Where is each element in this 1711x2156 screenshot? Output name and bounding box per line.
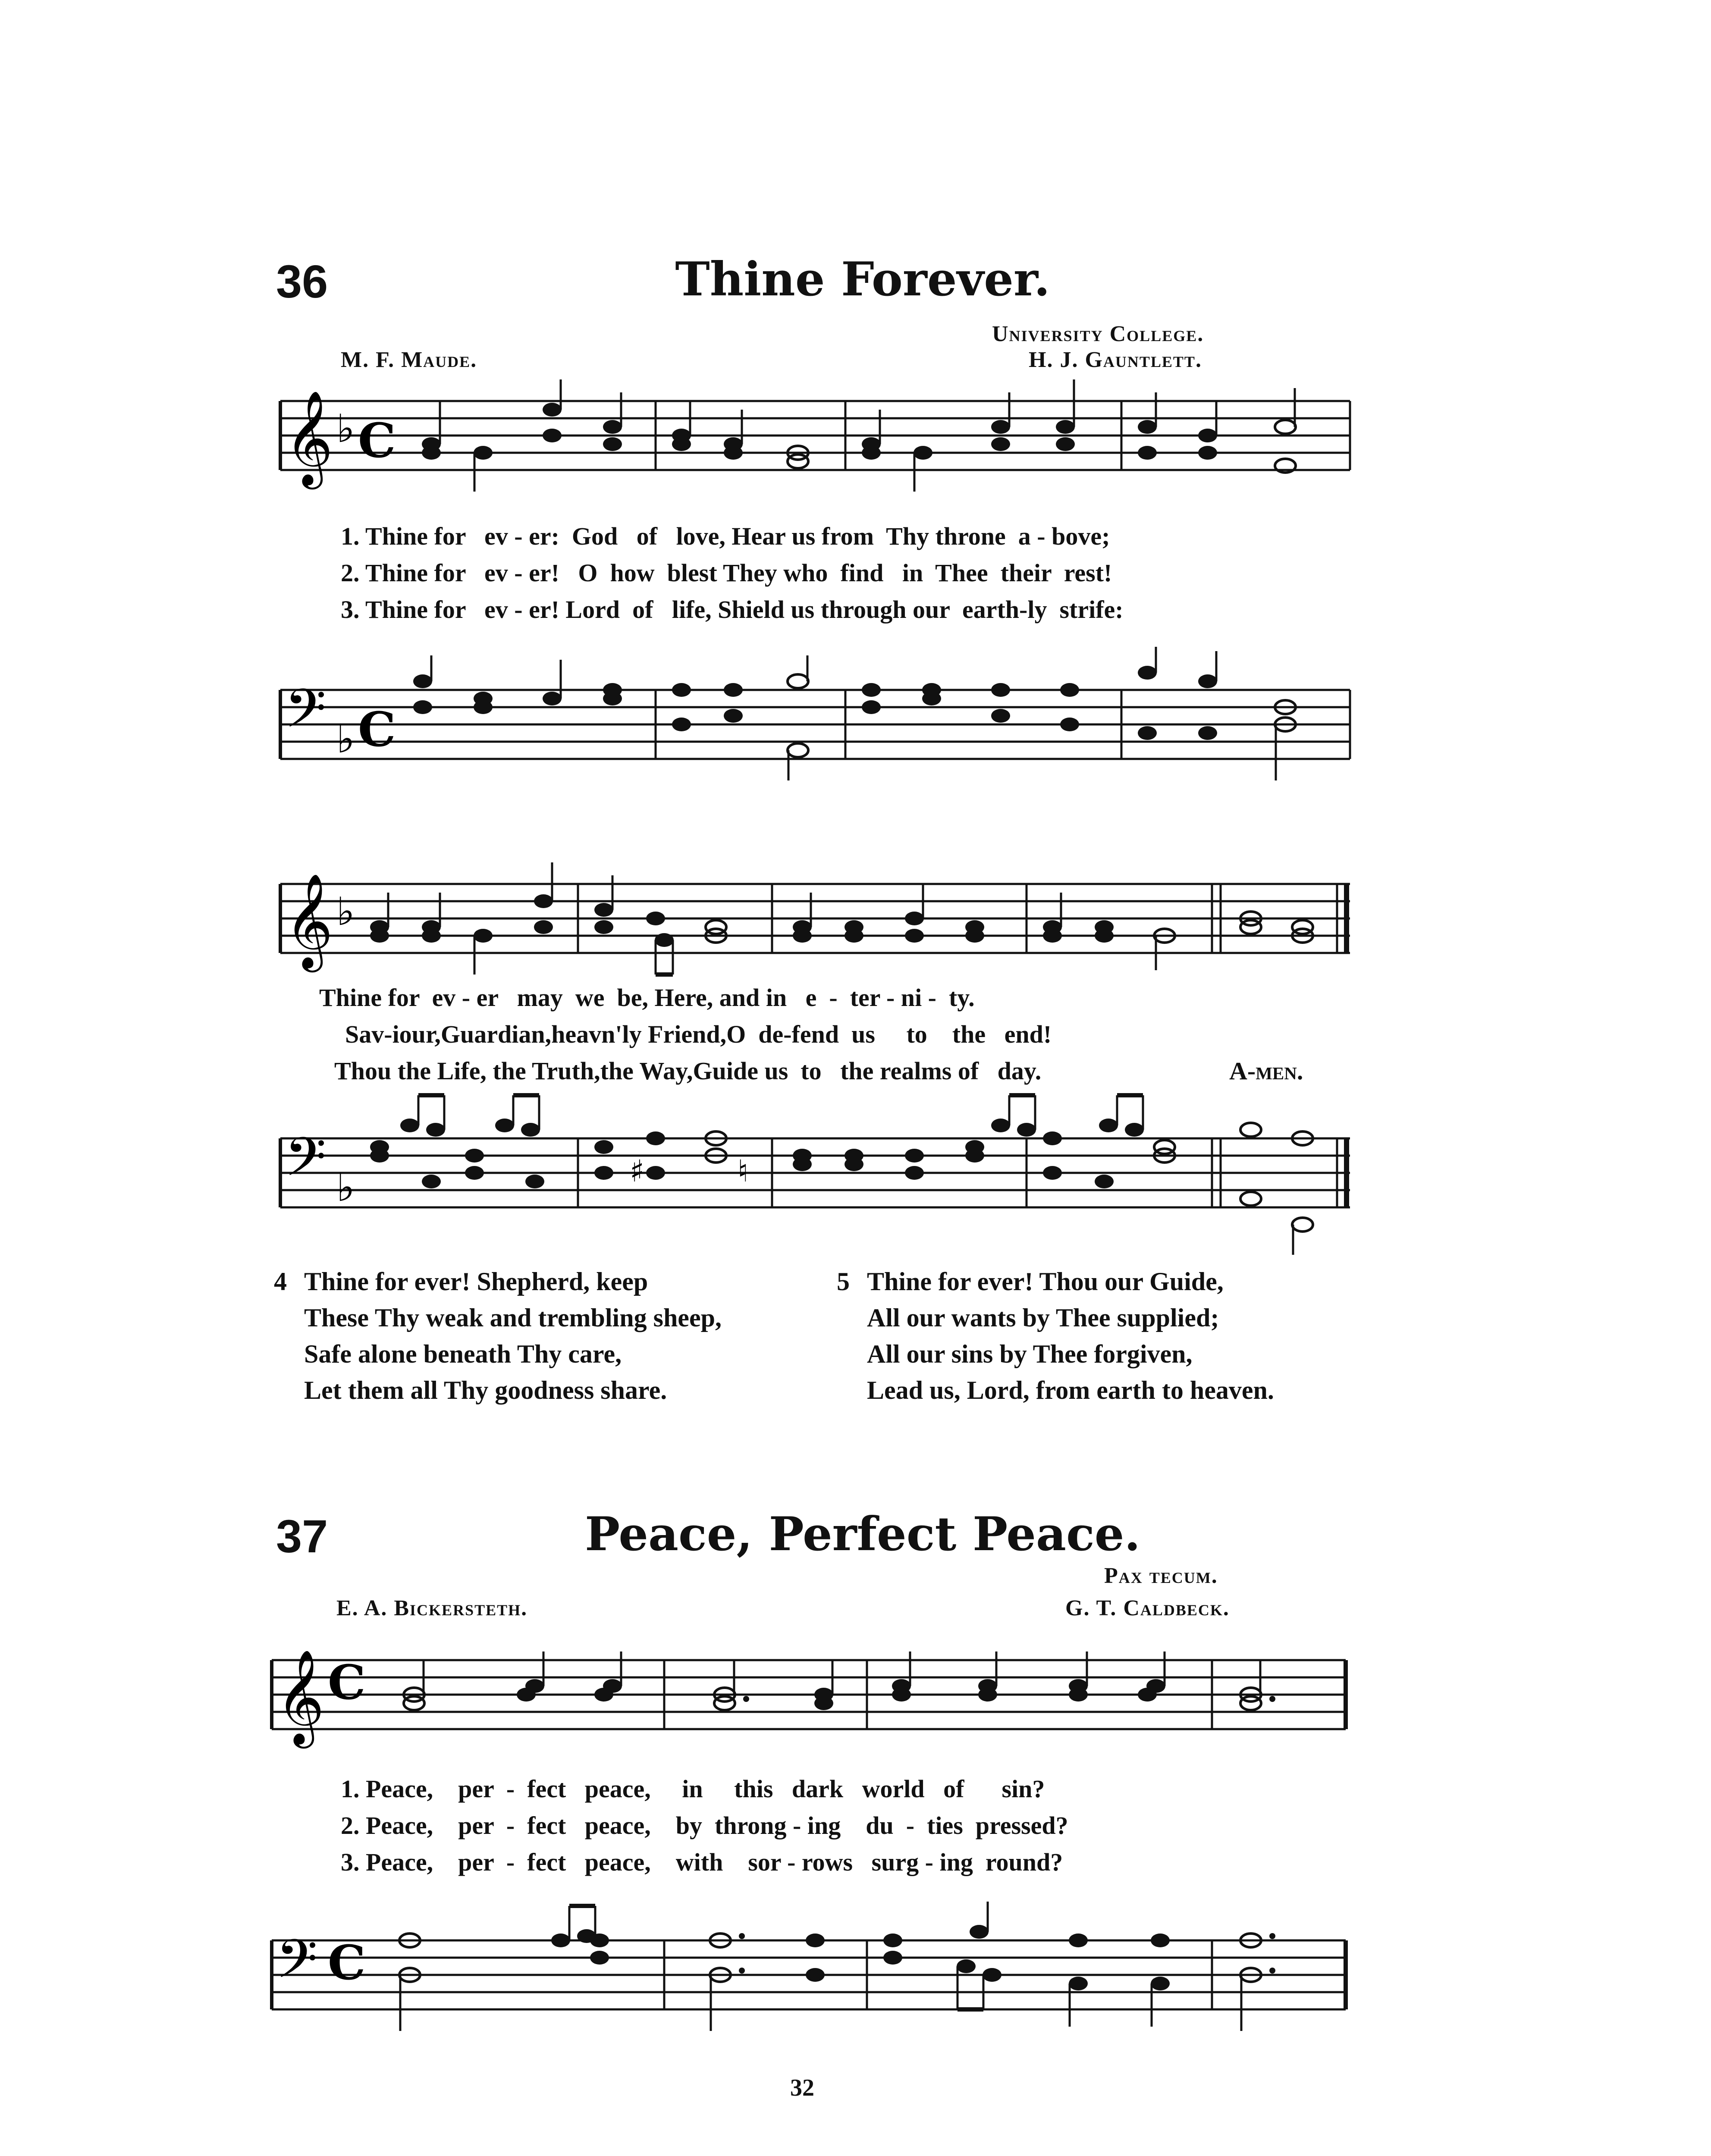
composer-credit: H. J. Gauntlett. [1029,348,1202,372]
lyric-line: 2. Peace, per - fect peace, by throng - ing du - ties pressed? [341,1811,1068,1839]
svg-text:𝄞: 𝄞 [285,873,333,968]
bass-staff [276,673,1354,785]
svg-text:C: C [358,702,396,757]
lyric-line: 2. Thine for ev - er! O how blest They who find in Thee their rest! [341,559,1112,587]
hymn-title: Peace, Perfect Peace. [584,1507,1141,1561]
hymn-number: 37 [276,1510,328,1562]
svg-text:𝄞: 𝄞 [285,390,333,485]
hymn-title: Thine Forever. [675,252,1050,307]
verse-line: Safe alone beneath Thy care, [304,1340,622,1368]
lyric-line: 3. Peace, per - fect peace, with sor - rows surg - ing round? [341,1848,1063,1876]
svg-text:𝄢: 𝄢 [276,1928,318,2003]
svg-text:C: C [328,1935,366,1990]
verse-line: Lead us, Lord, from earth to heaven. [867,1376,1274,1404]
svg-text:♭: ♭ [336,1165,355,1210]
svg-text:𝄢: 𝄢 [285,678,327,753]
treble-staff [276,867,1354,979]
lyric-line: Thine for ev - er may we be, Here, and in e - ter - ni - ty. [319,984,975,1012]
verse-label: 4 [274,1267,287,1296]
svg-text:♭: ♭ [336,406,355,451]
svg-text:♮: ♮ [738,1153,749,1189]
amen-label: A-men. [1229,1057,1303,1085]
bass-staff [276,1121,1354,1259]
svg-text:C: C [358,413,396,468]
lyric-line: Thou the Life, the Truth,the Way,Guide us to the realms of day. [334,1057,1042,1085]
svg-text:𝄞: 𝄞 [276,1649,325,1744]
page-number: 32 [790,2075,814,2101]
verse-line: These Thy weak and trembling sheep, [304,1304,722,1332]
verse-label: 5 [837,1267,850,1296]
svg-text:C: C [328,1655,366,1710]
svg-text:𝄢: 𝄢 [285,1126,327,1201]
author-credit: E. A. Bickersteth. [336,1596,528,1620]
bass-staff [267,1923,1354,2035]
tune-name: Pax tecum. [1104,1564,1218,1588]
tune-name: University College. [992,322,1204,346]
lyric-line: 1. Thine for ev - er: God of love, Hear us from Thy throne a - bove; [341,522,1110,550]
lyric-line: Sav-iour,Guardian,heavn'ly Friend,O de-fend us to the end! [345,1020,1052,1048]
svg-text:♭: ♭ [336,717,355,762]
verse-line: All our sins by Thee forgiven, [867,1340,1193,1368]
verse-line: Thine for ever! Shepherd, keep [304,1267,648,1296]
composer-credit: G. T. Caldbeck. [1065,1596,1230,1620]
svg-text:♯: ♯ [630,1153,644,1189]
verse-line: Thine for ever! Thou our Guide, [867,1267,1224,1296]
lyric-line: 3. Thine for ev - er! Lord of life, Shield us through our earth-ly strife: [341,595,1124,624]
hymn-number: 36 [276,255,328,307]
author-credit: M. F. Maude. [341,348,477,372]
treble-staff [276,384,1354,496]
verse-line: All our wants by Thee supplied; [867,1304,1219,1332]
verse-line: Let them all Thy goodness share. [304,1376,667,1404]
svg-text:♭: ♭ [336,889,355,934]
lyric-line: 1. Peace, per - fect peace, in this dark world of sin? [341,1775,1045,1803]
treble-staff [267,1643,1354,1755]
